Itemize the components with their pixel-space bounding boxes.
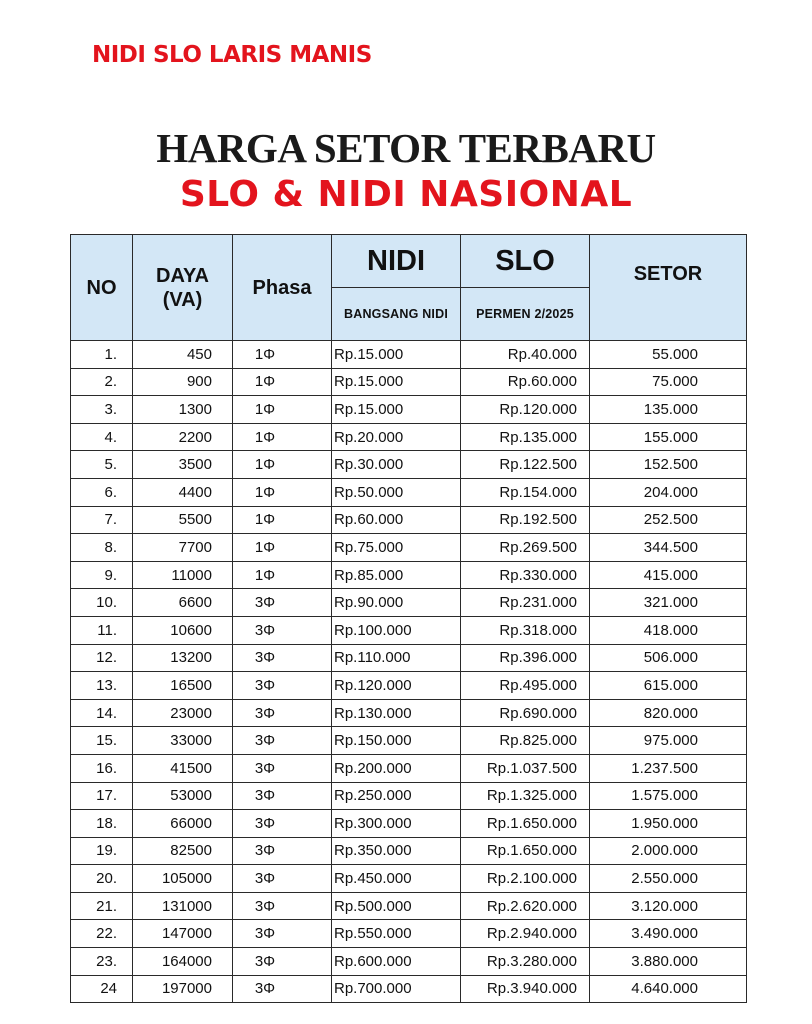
table-row [71,865,747,893]
cell-no: 20. [71,865,133,893]
cell-phasa: 1Φ [233,451,332,479]
cell-slo-price: Rp.60.000 [461,368,590,396]
cell-daya: 1300 [133,396,233,424]
table-row [71,368,747,396]
cell-nidi-price: Rp.200.000 [332,754,461,782]
cell-nidi-price: Rp.100.000 [332,616,461,644]
cell-no: 1. [71,341,133,369]
cell-nidi-price: Rp.15.000 [332,368,461,396]
cell-slo-price: Rp.3.280.000 [461,948,590,976]
cell-daya: 197000 [133,975,233,1003]
cell-phasa: 3Φ [233,616,332,644]
cell-setor: 2.000.000 [590,837,747,865]
header-slo-sub: PERMEN 2/2025 [461,288,590,341]
table-row [71,948,747,976]
cell-nidi-price: Rp.60.000 [332,506,461,534]
cell-setor: 415.000 [590,561,747,589]
table-row [71,589,747,617]
header-daya [133,235,233,341]
cell-nidi-price: Rp.50.000 [332,478,461,506]
cell-daya: 13200 [133,644,233,672]
table-row [71,892,747,920]
cell-setor: 1.575.000 [590,782,747,810]
table-row [71,727,747,755]
cell-slo-price: Rp.396.000 [461,644,590,672]
cell-daya: 3500 [133,451,233,479]
cell-nidi-price: Rp.15.000 [332,341,461,369]
cell-no: 17. [71,782,133,810]
price-table-header [71,235,747,341]
cell-phasa: 1Φ [233,506,332,534]
cell-no: 5. [71,451,133,479]
cell-nidi-price: Rp.75.000 [332,534,461,562]
cell-daya: 53000 [133,782,233,810]
cell-no: 4. [71,423,133,451]
table-row [71,644,747,672]
cell-daya: 5500 [133,506,233,534]
cell-slo-price: Rp.2.100.000 [461,865,590,893]
header-nidi-sub: BANGSANG NIDI [332,288,461,341]
cell-nidi-price: Rp.130.000 [332,699,461,727]
cell-nidi-price: Rp.90.000 [332,589,461,617]
cell-setor: 75.000 [590,368,747,396]
cell-slo-price: Rp.192.500 [461,506,590,534]
cell-phasa: 3Φ [233,892,332,920]
cell-setor: 344.500 [590,534,747,562]
table-row [71,478,747,506]
cell-setor: 155.000 [590,423,747,451]
brand-name: NIDI SLO LARIS MANIS [92,42,372,68]
cell-setor: 506.000 [590,644,747,672]
cell-slo-price: Rp.269.500 [461,534,590,562]
cell-daya: 11000 [133,561,233,589]
cell-nidi-price: Rp.600.000 [332,948,461,976]
cell-phasa: 1Φ [233,396,332,424]
table-row [71,561,747,589]
cell-nidi-price: Rp.15.000 [332,396,461,424]
page-subtitle: SLO & NIDI NASIONAL [179,174,633,215]
cell-phasa: 1Φ [233,561,332,589]
cell-daya: 82500 [133,837,233,865]
table-row [71,616,747,644]
cell-daya: 900 [133,368,233,396]
cell-nidi-price: Rp.250.000 [332,782,461,810]
cell-no: 22. [71,920,133,948]
cell-no: 15. [71,727,133,755]
cell-nidi-price: Rp.150.000 [332,727,461,755]
cell-phasa: 1Φ [233,534,332,562]
cell-no: 19. [71,837,133,865]
cell-daya: 7700 [133,534,233,562]
cell-no: 13. [71,672,133,700]
cell-slo-price: Rp.120.000 [461,396,590,424]
cell-slo-price: Rp.2.620.000 [461,892,590,920]
cell-daya: 41500 [133,754,233,782]
cell-slo-price: Rp.3.940.000 [461,975,590,1003]
cell-no: 16. [71,754,133,782]
table-row [71,920,747,948]
table-row [71,672,747,700]
cell-daya: 33000 [133,727,233,755]
price-table-body [71,341,747,1003]
cell-daya: 66000 [133,810,233,838]
cell-daya: 16500 [133,672,233,700]
header-nidi: NIDI [332,235,461,288]
table-row [71,451,747,479]
cell-nidi-price: Rp.300.000 [332,810,461,838]
cell-nidi-price: Rp.85.000 [332,561,461,589]
cell-daya: 147000 [133,920,233,948]
cell-phasa: 3Φ [233,672,332,700]
cell-phasa: 3Φ [233,699,332,727]
cell-setor: 820.000 [590,699,747,727]
cell-daya: 131000 [133,892,233,920]
cell-phasa: 3Φ [233,782,332,810]
cell-daya: 6600 [133,589,233,617]
cell-slo-price: Rp.330.000 [461,561,590,589]
cell-no: 8. [71,534,133,562]
table-row [71,506,747,534]
cell-slo-price: Rp.1.325.000 [461,782,590,810]
cell-no: 7. [71,506,133,534]
page-title: HARGA SETOR TERBARU [156,125,656,171]
cell-no: 3. [71,396,133,424]
table-row [71,534,747,562]
header-setor: SETOR [590,235,747,341]
cell-no: 18. [71,810,133,838]
cell-nidi-price: Rp.550.000 [332,920,461,948]
cell-nidi-price: Rp.700.000 [332,975,461,1003]
cell-slo-price: Rp.154.000 [461,478,590,506]
cell-phasa: 3Φ [233,754,332,782]
table-row [71,837,747,865]
cell-no: 11. [71,616,133,644]
cell-phasa: 1Φ [233,368,332,396]
cell-nidi-price: Rp.450.000 [332,865,461,893]
cell-nidi-price: Rp.120.000 [332,672,461,700]
table-row [71,754,747,782]
cell-slo-price: Rp.1.037.500 [461,754,590,782]
header-no: NO [71,235,133,341]
cell-daya: 105000 [133,865,233,893]
cell-setor: 3.120.000 [590,892,747,920]
cell-phasa: 3Φ [233,948,332,976]
cell-slo-price: Rp.495.000 [461,672,590,700]
cell-nidi-price: Rp.500.000 [332,892,461,920]
cell-no: 14. [71,699,133,727]
table-row [71,782,747,810]
cell-phasa: 3Φ [233,810,332,838]
header-daya-line2: (VA) [162,288,203,311]
cell-setor: 3.880.000 [590,948,747,976]
cell-setor: 975.000 [590,727,747,755]
cell-slo-price: Rp.2.940.000 [461,920,590,948]
cell-no: 2. [71,368,133,396]
cell-phasa: 3Φ [233,865,332,893]
cell-phasa: 1Φ [233,341,332,369]
cell-daya: 2200 [133,423,233,451]
cell-setor: 1.950.000 [590,810,747,838]
table-row [71,810,747,838]
cell-daya: 450 [133,341,233,369]
price-table [70,234,747,1003]
cell-setor: 152.500 [590,451,747,479]
cell-setor: 135.000 [590,396,747,424]
cell-nidi-price: Rp.350.000 [332,837,461,865]
cell-slo-price: Rp.318.000 [461,616,590,644]
cell-slo-price: Rp.122.500 [461,451,590,479]
cell-slo-price: Rp.825.000 [461,727,590,755]
cell-setor: 252.500 [590,506,747,534]
cell-no: 23. [71,948,133,976]
cell-no: 9. [71,561,133,589]
cell-nidi-price: Rp.30.000 [332,451,461,479]
cell-phasa: 3Φ [233,727,332,755]
header-daya-line1: DAYA [156,264,209,287]
cell-slo-price: Rp.1.650.000 [461,837,590,865]
cell-setor: 2.550.000 [590,865,747,893]
cell-no: 12. [71,644,133,672]
table-row [71,699,747,727]
table-row [71,423,747,451]
cell-phasa: 3Φ [233,589,332,617]
cell-setor: 3.490.000 [590,920,747,948]
cell-phasa: 3Φ [233,975,332,1003]
cell-no: 21. [71,892,133,920]
cell-setor: 615.000 [590,672,747,700]
table-row [71,975,747,1003]
cell-phasa: 3Φ [233,837,332,865]
cell-slo-price: Rp.40.000 [461,341,590,369]
cell-daya: 4400 [133,478,233,506]
cell-phasa: 3Φ [233,920,332,948]
cell-no: 6. [71,478,133,506]
header-slo: SLO [461,235,590,288]
cell-nidi-price: Rp.20.000 [332,423,461,451]
cell-setor: 1.237.500 [590,754,747,782]
cell-slo-price: Rp.231.000 [461,589,590,617]
cell-phasa: 1Φ [233,423,332,451]
cell-setor: 4.640.000 [590,975,747,1003]
cell-slo-price: Rp.1.650.000 [461,810,590,838]
cell-setor: 55.000 [590,341,747,369]
cell-slo-price: Rp.135.000 [461,423,590,451]
cell-setor: 204.000 [590,478,747,506]
cell-nidi-price: Rp.110.000 [332,644,461,672]
cell-phasa: 3Φ [233,644,332,672]
cell-phasa: 1Φ [233,478,332,506]
header-phasa: Phasa [233,235,332,341]
cell-daya: 10600 [133,616,233,644]
cell-daya: 164000 [133,948,233,976]
table-row [71,396,747,424]
cell-setor: 321.000 [590,589,747,617]
cell-no: 10. [71,589,133,617]
cell-daya: 23000 [133,699,233,727]
cell-slo-price: Rp.690.000 [461,699,590,727]
cell-no: 24 [71,975,133,1003]
table-row [71,341,747,369]
cell-setor: 418.000 [590,616,747,644]
